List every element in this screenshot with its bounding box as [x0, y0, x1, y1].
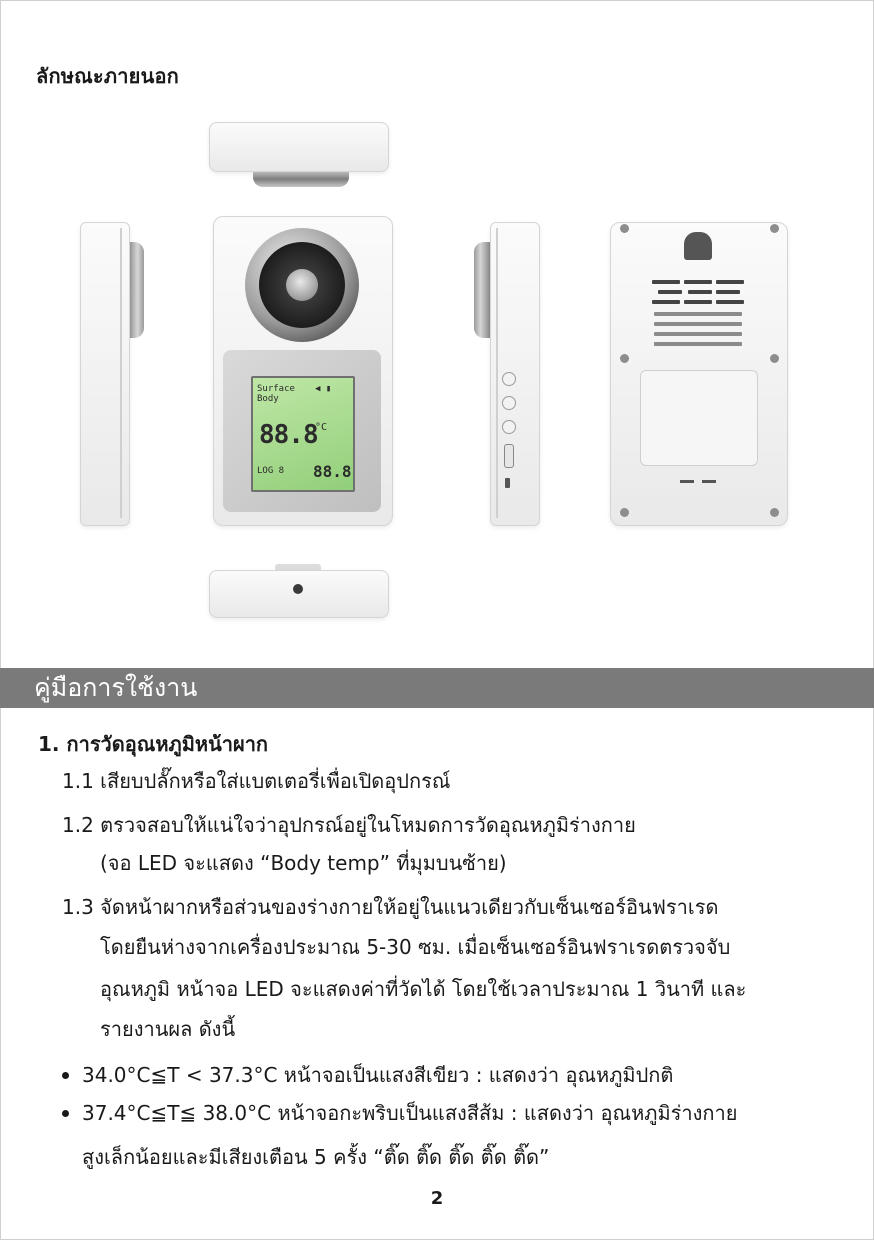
mount-hole: [293, 584, 303, 594]
vent: [654, 332, 742, 336]
side-button-1: [502, 372, 516, 386]
screw-icon: [620, 354, 629, 363]
vent: [684, 280, 712, 284]
slot: [702, 480, 716, 483]
sensor-knob: [128, 242, 144, 338]
screw-icon: [770, 224, 779, 233]
vent: [716, 280, 744, 284]
screw-icon: [770, 354, 779, 363]
manual-item: 1.1 เสียบปลั๊กหรือใส่แบตเตอรี่เพื่อเปิดอุปกรณ์: [62, 769, 451, 793]
infrared-sensor: [245, 228, 359, 342]
manual-heading: 1. การวัดอุณหภูมิหน้าผาก: [38, 732, 269, 756]
bullet-icon: [62, 1110, 69, 1117]
edge-line: [120, 228, 122, 518]
lcd-log: LOG 8: [257, 466, 285, 476]
bullet-item-continued: สูงเล็กน้อยและมีเสียงเตือน 5 ครั้ง “ติ๊ด ติ๊ด ติ๊ด ติ๊ด ติ๊ด”: [82, 1145, 550, 1169]
screw-icon: [620, 224, 629, 233]
device-right-view: [474, 222, 540, 528]
side-button-2: [502, 396, 516, 410]
vent: [654, 322, 742, 326]
vent: [688, 290, 712, 294]
side-button-3: [502, 420, 516, 434]
sensor-ring: [259, 242, 345, 328]
device-top-view: [209, 122, 389, 192]
manual-header-band: [0, 668, 874, 708]
edge-line: [496, 228, 498, 518]
vent: [716, 300, 744, 304]
lcd-screen: [251, 376, 355, 492]
lcd-line-2: Body: [257, 394, 279, 404]
sensor-rim: [253, 171, 349, 187]
vent: [652, 280, 680, 284]
device-shell: [209, 570, 389, 618]
bullet-item: 37.4°C≦T≦ 38.0°C หน้าจอกะพริบเป็นแสงสีส้ม : แสดงว่า อุณหภูมิร่างกาย: [82, 1101, 738, 1125]
screw-icon: [770, 508, 779, 517]
manual-item: รายงานผล ดังนี้: [100, 1017, 236, 1041]
speaker-vents: [652, 278, 744, 352]
bullet-item: 34.0°C≦T < 37.3°C หน้าจอเป็นแสงสีเขียว : แสดงว่า อุณหภูมิปกติ: [82, 1063, 674, 1087]
speaker-icon: ◀ ▮: [315, 384, 332, 394]
sensor-core: [286, 269, 318, 301]
lcd-mode-label: [257, 384, 295, 404]
manual-item: 1.3 จัดหน้าผากหรือส่วนของร่างกายให้อยู่ในแนวเดียวกับเซ็นเซอร์อินฟราเรด: [62, 895, 719, 919]
screw-icon: [620, 508, 629, 517]
lcd-unit: °C: [315, 422, 328, 433]
vent: [652, 300, 680, 304]
device-left-view: [80, 222, 146, 528]
display-bezel: [223, 350, 381, 512]
device-shell: [209, 122, 389, 172]
vent: [684, 300, 712, 304]
slot: [680, 480, 694, 483]
manual-title: คู่มือการใช้งาน: [34, 673, 198, 702]
vent: [654, 342, 742, 346]
manual-item: อุณหภูมิ หน้าจอ LED จะแสดงค่าที่วัดได้ โดยใช้เวลาประมาณ 1 วินาที และ: [100, 977, 747, 1001]
sensor-knob: [474, 242, 490, 338]
vent: [658, 290, 682, 294]
manual-item: โดยยืนห่างจากเครื่องประมาณ 5-30 ซม. เมื่อเซ็นเซอร์อินฟราเรดตรวจจับ: [100, 935, 731, 959]
bullet-icon: [62, 1072, 69, 1079]
manual-item: 1.2 ตรวจสอบให้แน่ใจว่าอุปกรณ์อยู่ในโหมดการวัดอุณหภูมิร่างกาย: [62, 813, 636, 837]
section-title: ลักษณะภายนอก: [36, 64, 179, 88]
lcd-line-1: Surface: [257, 384, 295, 394]
wall-hanger-slot: [684, 232, 712, 260]
battery-cover: [640, 370, 758, 466]
device-bottom-view: [209, 564, 389, 620]
device-shell: [80, 222, 130, 526]
power-switch: [504, 444, 514, 468]
vent: [654, 312, 742, 316]
device-front-view: [213, 216, 393, 528]
vent: [716, 290, 740, 294]
lcd-temperature: 88.8: [259, 420, 318, 450]
page-number: 2: [430, 1188, 444, 1209]
manual-item: (จอ LED จะแสดง “Body temp” ที่มุมบนซ้าย): [100, 851, 507, 875]
usb-port: [505, 478, 510, 488]
device-back-view: [610, 222, 790, 528]
lcd-small-value: 88.8: [313, 462, 352, 481]
